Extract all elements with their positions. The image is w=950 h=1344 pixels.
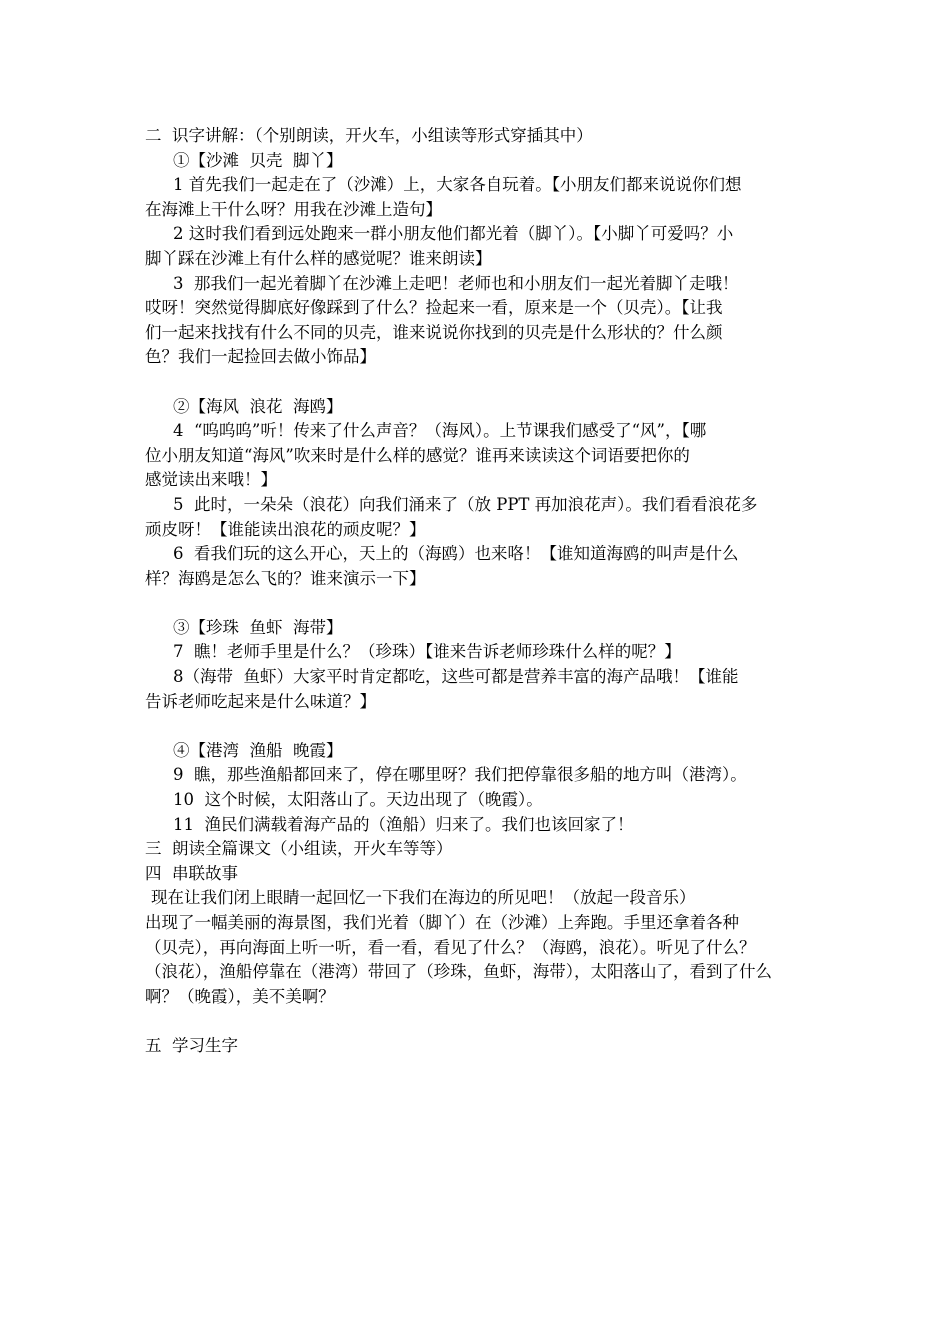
story-line-4: （浪花），渔船停靠在（港湾）带回了（珍珠，鱼虾，海带），太阳落山了，看到了什么: [145, 962, 772, 982]
blank-line: [145, 1009, 810, 1034]
paragraph-6-line-2: 样？海鸥是怎么飞的？谁来演示一下】: [145, 568, 426, 588]
group-title-1: ①【沙滩 贝壳 脚丫】: [173, 150, 343, 170]
paragraph-8-line-1: 8（海带 鱼虾）大家平时肯定都吃，这些可都是营养丰富的海产品哦！【谁能: [173, 667, 739, 687]
section-heading-2: 二 识字讲解：（个别朗读，开火车，小组读等形式穿插其中）: [145, 126, 593, 145]
paragraph-1-line-2: 在海滩上干什么呀？用我在沙滩上造句】: [145, 199, 442, 219]
paragraph-4-line-2: 位小朋友知道“海风”吹来时是什么样的感觉？谁再来读读这个词语要把你的: [145, 445, 690, 465]
blank-line: [145, 714, 810, 739]
paragraph-4-line-3: 感觉读出来哦！】: [145, 470, 277, 490]
paragraph-11-line-1: 11 渔民们满载着海产品的（渔船）归来了。我们也该回家了！: [173, 814, 634, 834]
paragraph-3-line-1: 3 那我们一起光着脚丫在沙滩上走吧！老师也和小朋友们一起光着脚丫走哦！: [173, 273, 739, 293]
section-heading-3: 三 朗读全篇课文（小组读，开火车等等）: [145, 839, 453, 859]
story-line-2: 出现了一幅美丽的海景图，我们光着（脚丫）在（沙滩）上奔跑。手里还拿着各种: [145, 913, 739, 932]
story-line-5: 啊？（晚霞），美不美啊？: [145, 986, 335, 1006]
paragraph-8-line-2: 告诉老师吃起来是什么味道？】: [145, 691, 376, 711]
blank-line: [145, 591, 810, 616]
group-title-4: ④【港湾 渔船 晚霞】: [173, 740, 343, 760]
blank-line: [145, 370, 810, 395]
paragraph-3-line-3: 们一起来找找有什么不同的贝壳，谁来说说你找到的贝壳是什么形状的？什么颜: [145, 322, 723, 342]
group-title-2: ②【海风 浪花 海鸥】: [173, 396, 343, 416]
group-title-3: ③【珍珠 鱼虾 海带】: [173, 617, 343, 637]
paragraph-9-line-1: 9 瞧，那些渔船都回来了，停在哪里呀？我们把停靠很多船的地方叫（港湾）。: [173, 765, 747, 785]
paragraph-3-line-2: 哎呀！突然觉得脚底好像踩到了什么？捡起来一看，原来是一个（贝壳）。【让我: [145, 298, 723, 318]
paragraph-4-line-1: 4 “呜呜呜”听！传来了什么声音？（海风）。上节课我们感受了“风”，【哪: [173, 421, 707, 441]
paragraph-5-line-1: 5 此时，一朵朵（浪花）向我们涌来了（放 PPT 再加浪花声）。我们看看浪花多: [173, 494, 758, 514]
paragraph-2-line-2: 脚丫踩在沙滩上有什么样的感觉呢？谁来朗读】: [145, 248, 492, 268]
paragraph-5-line-2: 顽皮呀！【谁能读出浪花的顽皮呢？】: [145, 519, 426, 539]
section-heading-4: 四 串联故事: [145, 863, 238, 883]
paragraph-2-line-1: 2 这时我们看到远处跑来一群小朋友他们都光着（脚丫）。【小脚丫可爱吗？小: [173, 224, 734, 244]
paragraph-10-line-1: 10 这个时候，太阳落山了。天边出现了（晚霞）。: [173, 790, 543, 810]
paragraph-3-line-4: 色？我们一起捡回去做小饰品】: [145, 347, 376, 367]
section-heading-5: 五 学习生字: [145, 1035, 238, 1055]
story-line-1: 现在让我们闭上眼睛一起回忆一下我们在海边的所见吧！（放起一段音乐）: [151, 888, 696, 908]
paragraph-6-line-1: 6 看我们玩的这么开心，天上的（海鸥）也来咯！【谁知道海鸥的叫声是什么: [173, 544, 739, 564]
paragraph-1-line-1: 1 首先我们一起走在了（沙滩）上，大家各自玩着。【小朋友们都来说说你们想: [173, 175, 742, 195]
paragraph-7-line-1: 7 瞧！老师手里是什么？（珍珠）【谁来告诉老师珍珠什么样的呢？】: [173, 642, 681, 662]
document-body: [145, 124, 810, 1059]
story-line-3: （贝壳），再向海面上听一听，看一看，看见了什么？（海鸥，浪花）。听见了什么？: [145, 937, 756, 957]
